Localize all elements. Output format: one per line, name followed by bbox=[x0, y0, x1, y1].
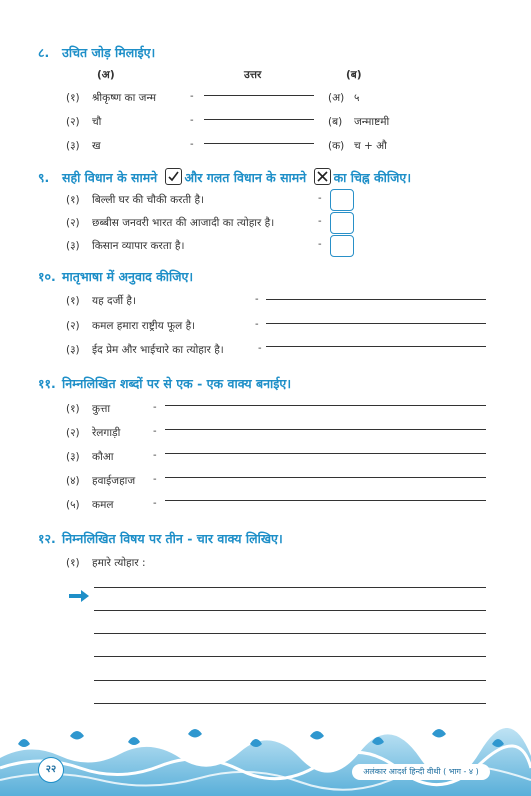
row-number: (३) bbox=[66, 240, 80, 252]
row-number: (५) bbox=[66, 499, 80, 511]
word-text: हवाईजहाज bbox=[92, 475, 136, 487]
option-text: जन्माष्टमी bbox=[354, 116, 390, 128]
row-number: (२) bbox=[66, 320, 80, 332]
question-9-heading bbox=[38, 168, 411, 186]
row-left-text: श्रीकृष्ण का जन्म bbox=[92, 92, 157, 104]
row-number: (१) bbox=[66, 557, 80, 569]
answer-line[interactable] bbox=[165, 500, 486, 501]
statement-text: बिल्ली घर की चौकी करती है। bbox=[92, 194, 205, 206]
option-text: ५ bbox=[354, 92, 360, 104]
writing-line[interactable] bbox=[94, 680, 486, 681]
row-dash: - bbox=[318, 193, 322, 204]
translate-row-3 bbox=[66, 343, 224, 357]
row-dash: - bbox=[153, 426, 157, 437]
page-number: २२ bbox=[38, 757, 64, 783]
answer-line[interactable] bbox=[204, 143, 314, 144]
question-title: निम्नलिखित विषय पर तीन - चार वाक्य लिखिए। bbox=[62, 531, 283, 546]
arrow-right-icon bbox=[68, 589, 90, 603]
question-number: १०. bbox=[38, 269, 56, 284]
answer-box[interactable] bbox=[330, 212, 354, 234]
match-option-1 bbox=[328, 91, 359, 105]
word-text: रेलगाड़ी bbox=[92, 427, 121, 439]
check-box-icon bbox=[165, 168, 182, 185]
question-title: मातृभाषा में अनुवाद कीजिए। bbox=[62, 269, 194, 284]
word-text: कुत्ता bbox=[92, 403, 111, 415]
column-a-header: (अ) bbox=[97, 69, 115, 81]
row-number: (२) bbox=[66, 116, 80, 128]
row-number: (१) bbox=[66, 295, 80, 307]
match-row-3 bbox=[66, 139, 101, 153]
row-left-text: चौ bbox=[92, 116, 102, 128]
answer-line[interactable] bbox=[204, 119, 314, 120]
answer-box[interactable] bbox=[330, 235, 354, 257]
book-title: अलंकार आदर्श हिन्दी वीथी ( भाग - ४ ) bbox=[352, 764, 490, 780]
row-dash: - bbox=[318, 216, 322, 227]
writing-line[interactable] bbox=[94, 656, 486, 657]
question-title-part-a: सही विधान के सामने bbox=[62, 170, 158, 185]
answer-line[interactable] bbox=[266, 346, 486, 347]
word-text: कमल bbox=[92, 499, 114, 511]
row-dash: - bbox=[318, 239, 322, 250]
row-number: (३) bbox=[66, 344, 80, 356]
word-row-4 bbox=[66, 474, 135, 488]
shell-icon bbox=[18, 729, 504, 747]
writing-line[interactable] bbox=[94, 587, 486, 588]
answer-line[interactable] bbox=[165, 453, 486, 454]
column-answer-header: उत्तर bbox=[244, 69, 262, 81]
writing-line[interactable] bbox=[94, 633, 486, 634]
question-11-heading bbox=[38, 375, 291, 392]
question-number: ९. bbox=[38, 170, 50, 185]
sentence-text: ईद प्रेम और भाईचारे का त्योहार है। bbox=[92, 344, 224, 356]
writing-line[interactable] bbox=[94, 610, 486, 611]
word-row-2 bbox=[66, 426, 120, 440]
row-number: (४) bbox=[66, 475, 80, 487]
row-dash: - bbox=[153, 474, 157, 485]
row-number: (१) bbox=[66, 194, 80, 206]
row-dash: - bbox=[153, 402, 157, 413]
row-dash: - bbox=[153, 498, 157, 509]
question-8-heading bbox=[38, 44, 155, 61]
statement-row-1 bbox=[66, 193, 204, 207]
statement-row-2 bbox=[66, 216, 274, 230]
row-dash: - bbox=[258, 343, 262, 354]
option-label: (क) bbox=[328, 140, 345, 152]
row-dash: - bbox=[190, 115, 194, 126]
row-number: (२) bbox=[66, 427, 80, 439]
footer-wave-decoration bbox=[0, 728, 531, 796]
translate-row-1 bbox=[66, 294, 136, 308]
column-b-header: (ब) bbox=[346, 69, 362, 81]
translate-row-2 bbox=[66, 319, 195, 333]
match-option-2 bbox=[328, 115, 389, 129]
row-dash: - bbox=[255, 294, 259, 305]
writing-line[interactable] bbox=[94, 703, 486, 704]
sentence-text: कमल हमारा राष्ट्रीय फूल है। bbox=[92, 320, 196, 332]
topic-text: हमारे त्योहार : bbox=[92, 557, 146, 569]
question-title: उचित जोड़ मिलाईए। bbox=[62, 45, 156, 60]
word-row-1 bbox=[66, 402, 110, 416]
statement-text: किसान व्यापार करता है। bbox=[92, 240, 185, 252]
row-number: (३) bbox=[66, 451, 80, 463]
row-dash: - bbox=[190, 139, 194, 150]
word-row-5 bbox=[66, 498, 113, 512]
match-option-3 bbox=[328, 139, 387, 153]
word-row-3 bbox=[66, 450, 114, 464]
option-label: (ब) bbox=[328, 116, 343, 128]
row-left-text: ख bbox=[92, 140, 101, 152]
question-number: १२. bbox=[38, 531, 56, 546]
row-dash: - bbox=[255, 319, 259, 330]
option-label: (अ) bbox=[328, 92, 345, 104]
row-dash: - bbox=[153, 450, 157, 461]
question-10-heading bbox=[38, 268, 193, 285]
answer-line[interactable] bbox=[266, 299, 486, 300]
option-text: च + औ bbox=[354, 140, 387, 152]
question-12-heading bbox=[38, 530, 283, 547]
word-text: कौआ bbox=[92, 451, 114, 463]
statement-text: छब्बीस जनवरी भारत की आजादी का त्योहार है। bbox=[92, 217, 275, 229]
row-dash: - bbox=[190, 91, 194, 102]
sentence-text: यह दर्जी है। bbox=[92, 295, 136, 307]
answer-line[interactable] bbox=[165, 477, 486, 478]
question-number: ११. bbox=[38, 376, 56, 391]
question-title: निम्नलिखित शब्दों पर से एक - एक वाक्य बनाईए। bbox=[62, 376, 292, 391]
match-row-1 bbox=[66, 91, 156, 105]
match-row-2 bbox=[66, 115, 101, 129]
answer-box[interactable] bbox=[330, 189, 354, 211]
answer-line[interactable] bbox=[165, 405, 486, 406]
cross-box-icon bbox=[314, 168, 331, 185]
answer-line[interactable] bbox=[204, 95, 314, 96]
row-number: (२) bbox=[66, 217, 80, 229]
question-number: ८. bbox=[38, 45, 50, 60]
answer-line[interactable] bbox=[266, 323, 486, 324]
answer-line[interactable] bbox=[165, 429, 486, 430]
question-title-part-c: का चिह्न कीजिए। bbox=[333, 170, 412, 185]
row-number: (१) bbox=[66, 403, 80, 415]
essay-topic bbox=[66, 556, 146, 570]
row-number: (३) bbox=[66, 140, 80, 152]
statement-row-3 bbox=[66, 239, 184, 253]
row-number: (१) bbox=[66, 92, 80, 104]
question-title-part-b: और गलत विधान के सामने bbox=[184, 170, 307, 185]
